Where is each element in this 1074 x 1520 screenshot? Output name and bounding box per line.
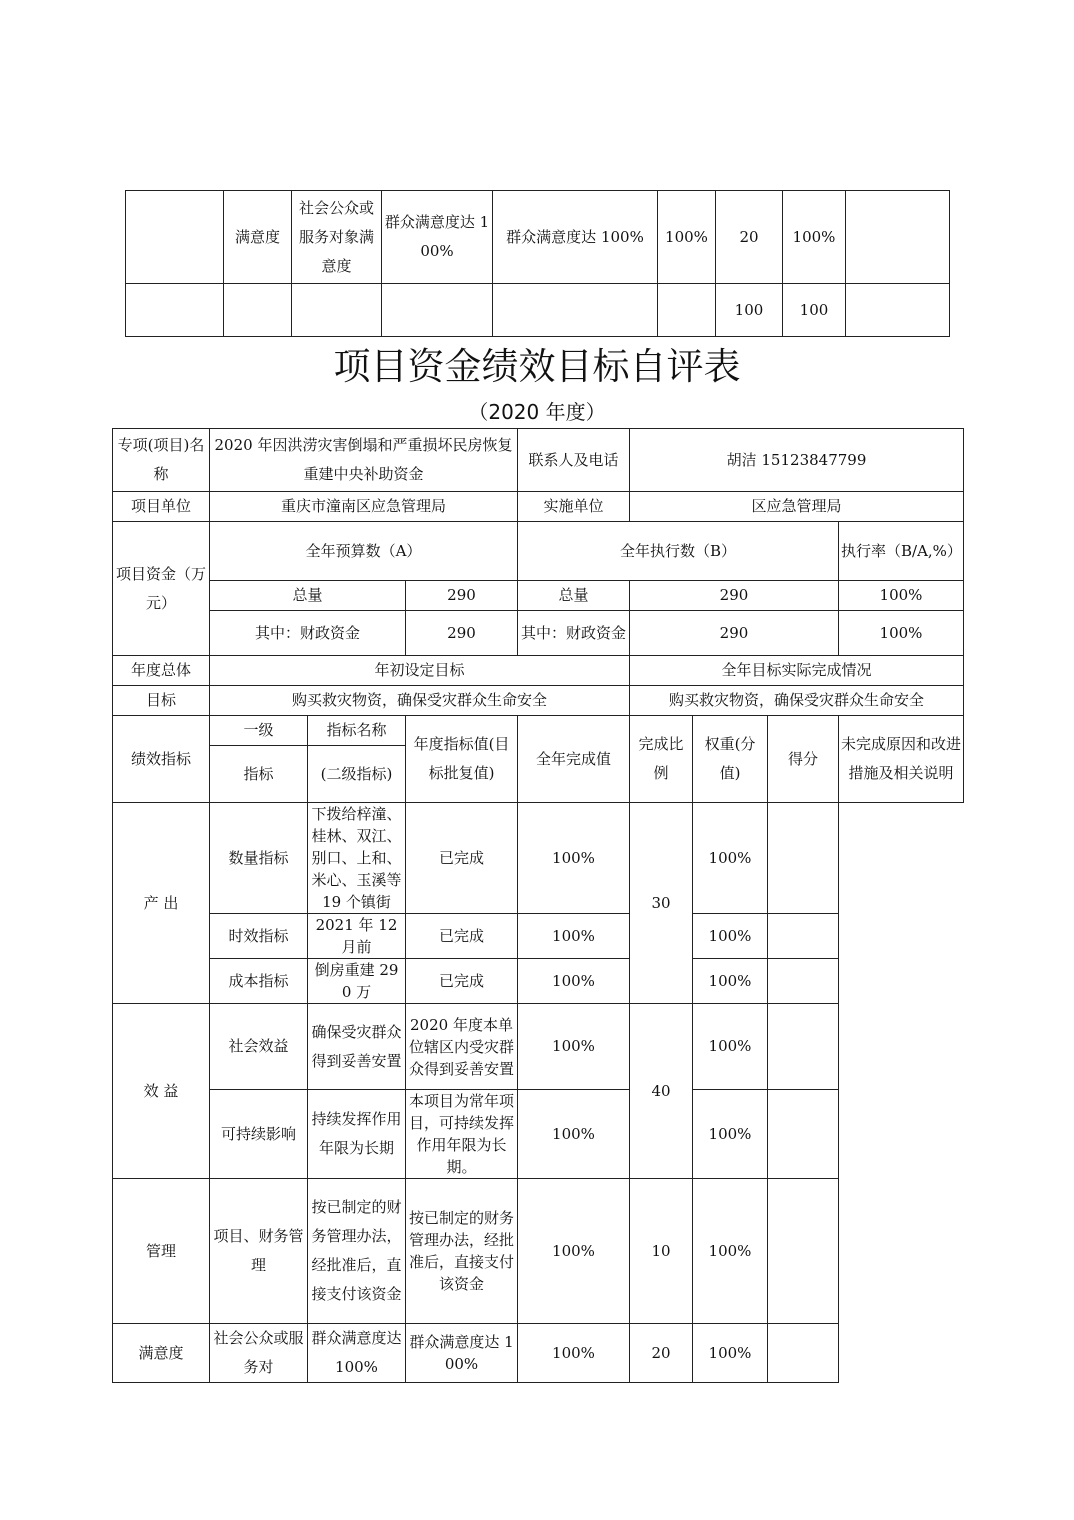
evaluation-table xyxy=(112,428,964,1383)
note-cell xyxy=(768,959,839,1004)
score: 100% xyxy=(693,1179,768,1324)
weight: 10 xyxy=(630,1179,693,1324)
table-row xyxy=(113,1179,964,1324)
header: 指标 xyxy=(210,746,308,803)
indicator-name: 可持续影响 xyxy=(210,1090,308,1179)
impl-unit: 区应急管理局 xyxy=(630,492,964,522)
cell xyxy=(126,284,224,337)
table-row xyxy=(113,429,964,492)
cell xyxy=(224,284,292,337)
label: 年度总体 xyxy=(113,656,210,686)
completion-ratio: 100% xyxy=(518,1090,630,1179)
score: 100% xyxy=(693,1004,768,1090)
table-row xyxy=(113,686,964,716)
table-row xyxy=(113,522,964,581)
indicator-target: 倒房重建 290 万 xyxy=(308,959,406,1004)
table-row xyxy=(126,284,950,337)
completion-ratio: 100% xyxy=(518,959,630,1004)
value: 290 xyxy=(406,611,518,656)
project-unit: 重庆市潼南区应急管理局 xyxy=(210,492,518,522)
label: 全年预算数（A） xyxy=(210,522,518,581)
completion-ratio: 100% xyxy=(518,1004,630,1090)
indicator-actual: 已完成 xyxy=(406,803,518,914)
table-row xyxy=(113,492,964,522)
score: 100% xyxy=(693,959,768,1004)
table-row xyxy=(126,191,950,284)
label: 其中：财政资金 xyxy=(518,611,630,656)
table-row xyxy=(113,959,964,1004)
indicator-name: 项目、财务管理 xyxy=(210,1179,308,1324)
cell: 满意度 xyxy=(224,191,292,284)
continued-table xyxy=(125,190,950,337)
contact: 胡洁 15123847799 xyxy=(630,429,964,492)
cell xyxy=(126,191,224,284)
completion-ratio: 100% xyxy=(518,914,630,959)
note-cell xyxy=(768,1090,839,1179)
indicator-level1: 产 出 xyxy=(113,803,210,1004)
cell xyxy=(846,284,950,337)
label: 项目资金（万元） xyxy=(113,522,210,656)
indicator-name: 社会效益 xyxy=(210,1004,308,1090)
header: 年度指标值(目标批复值) xyxy=(406,716,518,803)
completion-ratio: 100% xyxy=(518,1179,630,1324)
score: 100% xyxy=(693,803,768,914)
value: 100% xyxy=(839,581,964,611)
cell: 100% xyxy=(658,191,716,284)
table-row xyxy=(113,1090,964,1179)
table-row xyxy=(113,1324,964,1383)
table-row xyxy=(113,611,964,656)
indicator-name: 时效指标 xyxy=(210,914,308,959)
goal-set: 购买救灾物资，确保受灾群众生命安全 xyxy=(210,686,630,716)
indicator-actual: 本项目为常年项目，可持续发挥作用年限为长期。 xyxy=(406,1090,518,1179)
header: 权重(分值) xyxy=(693,716,768,803)
header: (二级指标) xyxy=(308,746,406,803)
completion-ratio: 100% xyxy=(518,1324,630,1383)
indicator-level1: 效 益 xyxy=(113,1004,210,1179)
header: 得分 xyxy=(768,716,839,803)
label: 全年执行数（B） xyxy=(518,522,839,581)
note-cell xyxy=(768,803,839,914)
cell xyxy=(846,191,950,284)
indicator-target: 确保受灾群众得到妥善安置 xyxy=(308,1004,406,1090)
indicator-target: 下拨给梓潼、桂林、双江、别口、上和、米心、玉溪等 19 个镇街 xyxy=(308,803,406,914)
table-row xyxy=(113,581,964,611)
completion-ratio: 100% xyxy=(518,803,630,914)
table-row xyxy=(113,1004,964,1090)
header: 一级 xyxy=(210,716,308,746)
indicator-actual: 已完成 xyxy=(406,914,518,959)
header: 完成比例 xyxy=(630,716,693,803)
value: 100% xyxy=(839,611,964,656)
note-cell xyxy=(768,1324,839,1383)
label: 执行率（B/A,%） xyxy=(839,522,964,581)
table-row xyxy=(113,656,964,686)
cell xyxy=(658,284,716,337)
indicator-actual: 按已制定的财务管理办法，经批准后，直接支付该资金 xyxy=(406,1179,518,1324)
table-row xyxy=(113,803,964,914)
label: 实施单位 xyxy=(518,492,630,522)
value: 290 xyxy=(406,581,518,611)
label: 专项(项目)名称 xyxy=(113,429,210,492)
label: 绩效指标 xyxy=(113,716,210,803)
indicator-name: 成本指标 xyxy=(210,959,308,1004)
table-row xyxy=(113,716,964,746)
project-name: 2020 年因洪涝灾害倒塌和严重损坏民房恢复重建中央补助资金 xyxy=(210,429,518,492)
weight: 30 xyxy=(630,803,693,1004)
value: 290 xyxy=(630,611,839,656)
indicator-name: 社会公众或服务对 xyxy=(210,1324,308,1383)
indicator-actual: 已完成 xyxy=(406,959,518,1004)
cell: 群众满意度达 100% xyxy=(493,191,658,284)
score: 100% xyxy=(693,1324,768,1383)
indicator-actual: 2020 年度本单位辖区内受灾群众得到妥善安置 xyxy=(406,1004,518,1090)
indicator-target: 群众满意度达 100% xyxy=(308,1324,406,1383)
header: 全年完成值 xyxy=(518,716,630,803)
note-cell xyxy=(768,914,839,959)
cell xyxy=(493,284,658,337)
label: 其中：财政资金 xyxy=(210,611,406,656)
header: 未完成原因和改进措施及相关说明 xyxy=(839,716,964,803)
label: 联系人及电话 xyxy=(518,429,630,492)
note-cell xyxy=(768,1179,839,1324)
page-title: 项目资金绩效目标自评表 xyxy=(333,345,741,388)
header: 指标名称 xyxy=(308,716,406,746)
cell: 社会公众或服务对象满意度 xyxy=(292,191,382,284)
note-cell xyxy=(768,1004,839,1090)
weight: 20 xyxy=(630,1324,693,1383)
score: 100% xyxy=(693,1090,768,1179)
label: 总量 xyxy=(210,581,406,611)
table-row xyxy=(113,914,964,959)
label: 全年目标实际完成情况 xyxy=(630,656,964,686)
cell xyxy=(292,284,382,337)
cell: 100 xyxy=(783,284,846,337)
page-subtitle: （2020 年度） xyxy=(468,400,606,424)
goal-actual: 购买救灾物资，确保受灾群众生命安全 xyxy=(630,686,964,716)
indicator-target: 2021 年 12 月前 xyxy=(308,914,406,959)
indicator-level1: 满意度 xyxy=(113,1324,210,1383)
indicator-actual: 群众满意度达 100% xyxy=(406,1324,518,1383)
indicator-name: 数量指标 xyxy=(210,803,308,914)
value: 290 xyxy=(630,581,839,611)
score: 100% xyxy=(693,914,768,959)
cell xyxy=(382,284,493,337)
label: 总量 xyxy=(518,581,630,611)
cell: 20 xyxy=(716,191,783,284)
cell: 100% xyxy=(783,191,846,284)
indicator-target: 按已制定的财务管理办法，经批准后，直接支付该资金 xyxy=(308,1179,406,1324)
cell: 群众满意度达 100% xyxy=(382,191,493,284)
weight: 40 xyxy=(630,1004,693,1179)
indicator-level1: 管理 xyxy=(113,1179,210,1324)
label: 项目单位 xyxy=(113,492,210,522)
indicator-target: 持续发挥作用年限为长期 xyxy=(308,1090,406,1179)
cell: 100 xyxy=(716,284,783,337)
label: 目标 xyxy=(113,686,210,716)
label: 年初设定目标 xyxy=(210,656,630,686)
